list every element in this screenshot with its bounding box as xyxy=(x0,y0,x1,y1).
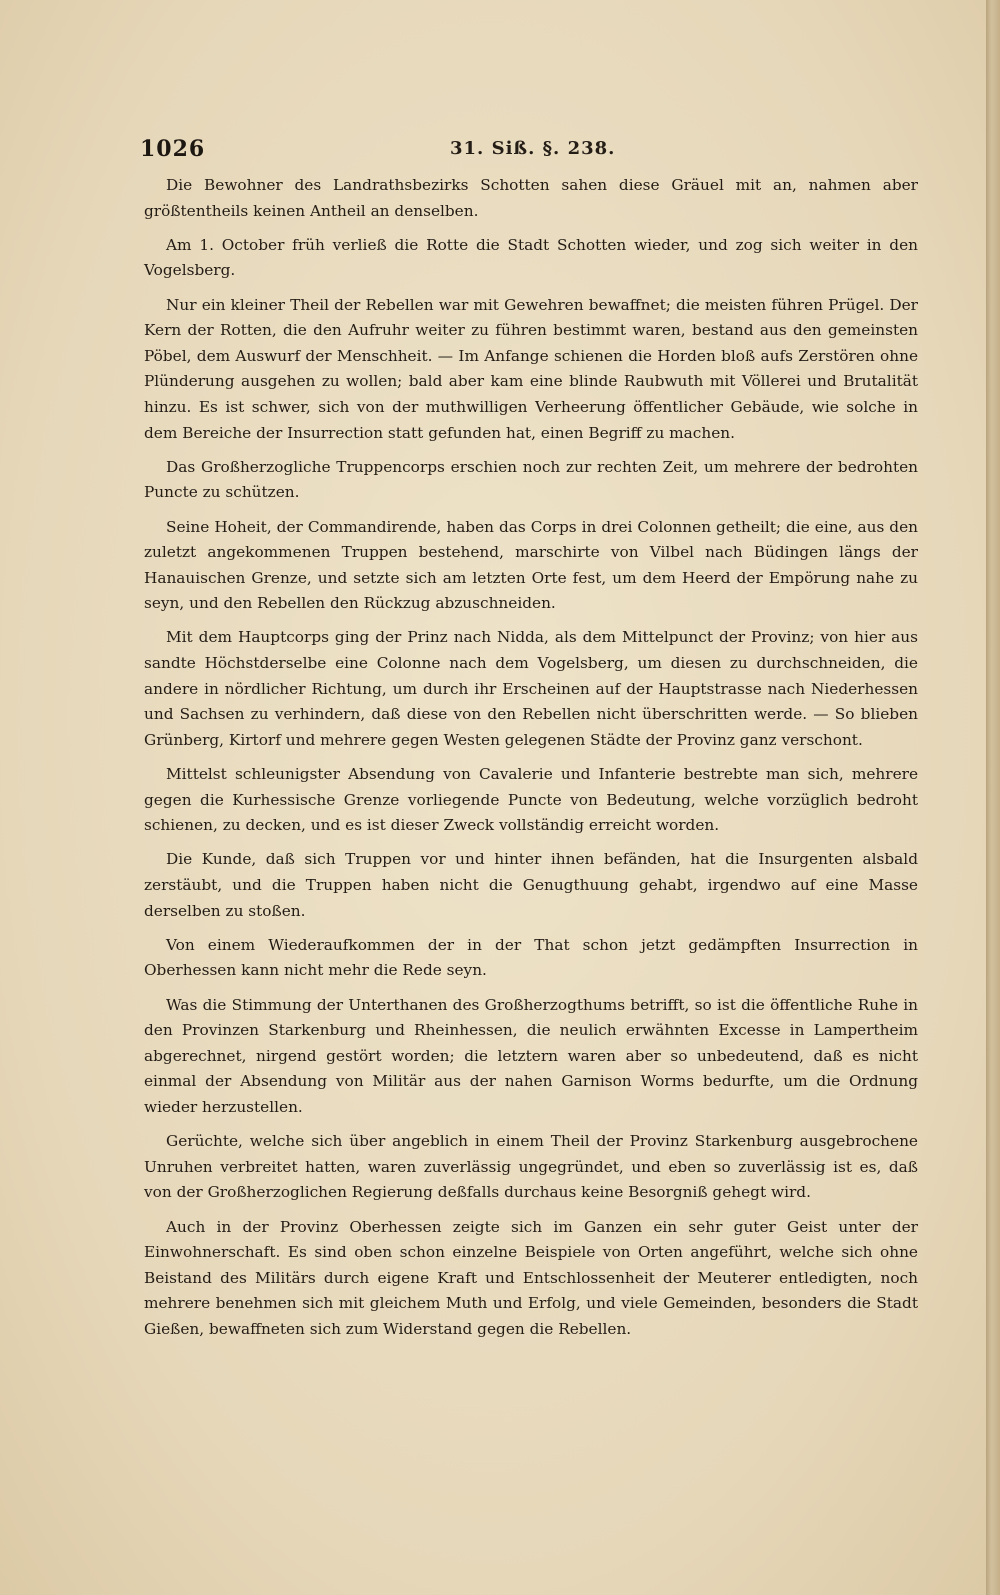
paragraph: Am 1. October früh verließ die Rotte die Stadt Schotten wieder, und zog sich weiter in den Vogelsberg. xyxy=(144,235,918,280)
body-text xyxy=(144,173,918,1351)
paragraph: Was die Stimmung der Unterthanen des Großherzogthums betrifft, so ist die öffentliche Ruhe in den Provinzen Starkenburg und Rheinhessen, die neulich erwähnten Excesse in Lampertheim abgerechnet, nirgend gestört worden; die letztern waren aber so unbedeutend, daß es nicht einmal der Absendung von Militär aus der nahen Garnison Worms bedurfte, um die Ordnung wieder herzustellen. xyxy=(144,995,918,1116)
paragraph: Seine Hoheit, der Commandirende, haben das Corps in drei Colonnen getheilt; die eine, aus den zuletzt angekommenen Truppen bestehend, marschirte von Vilbel nach Büdingen längs der Hanauischen Grenze, und setzte sich am letzten Orte fest, um dem Heerd der Empörung nahe zu seyn, und den Rebellen den Rückzug abzuschneiden. xyxy=(144,517,918,613)
paragraph: Mit dem Hauptcorps ging der Prinz nach Nidda, als dem Mittelpunct der Provinz; von hier aus sandte Höchstderselbe eine Colonne nach dem Vogelsberg, um diesen zu durchschneiden, die andere in nördlicher Richtung, um durch ihr Erscheinen auf der Hauptstrasse nach Niederhessen und Sachsen zu verhindern, daß diese von den Rebellen nicht überschritten werde. — So blieben Grünberg, Kirtorf und mehrere gegen Westen gelegenen Städte der Provinz ganz verschont. xyxy=(144,628,918,749)
page-edge xyxy=(986,0,1000,1595)
running-head: 31. Siß. §. 238. xyxy=(450,138,616,159)
page-header xyxy=(0,128,986,168)
page-number: 1026 xyxy=(140,136,206,162)
paragraph: Die Bewohner des Landrathsbezirks Schotten sahen diese Gräuel mit an, nahmen aber größtentheils keinen Antheil an denselben. xyxy=(144,176,918,220)
paragraph: Auch in der Provinz Oberhessen zeigte sich im Ganzen ein sehr guter Geist unter der Einwohnerschaft. Es sind oben schon einzelne Beispiele von Orten angeführt, welche sich ohne Beistand des Militärs durch eigene Kraft und Entschlossenheit der Meuterer entledigten, noch mehrere benehmen sich mit gleichem Muth und Erfolg, und viele Gemeinden, besonders die Stadt Gießen, bewaffneten sich zum Widerstand gegen die Rebellen. xyxy=(144,1217,918,1338)
paragraph: Von einem Wiederaufkommen der in der That schon jetzt gedämpften Insurrection in Oberhessen kann nicht mehr die Rede seyn. xyxy=(144,935,918,980)
paragraph: Mittelst schleunigster Absendung von Cavalerie und Infanterie bestrebte man sich, mehrere gegen die Kurhessische Grenze vorliegende Puncte von Bedeutung, welche vorzüglich bedroht schienen, zu decken, und es ist dieser Zweck vollständig erreicht worden. xyxy=(144,765,918,835)
paragraph: Das Großherzogliche Truppencorps erschien noch zur rechten Zeit, um mehrere der bedrohten Puncte zu schützen. xyxy=(144,457,918,502)
paragraph: Gerüchte, welche sich über angeblich in einem Theil der Provinz Starkenburg ausgebrochene Unruhen verbreitet hatten, waren zuverlässig ungegründet, und eben so zuverlässig ist es, daß von der Großherzoglichen Regierung deßfalls durchaus keine Besorgniß gehegt wird. xyxy=(144,1132,918,1202)
paragraph: Nur ein kleiner Theil der Rebellen war mit Gewehren bewaffnet; die meisten führen Prügel. Der Kern der Rotten, die den Aufruhr weiter zu führen bestimmt waren, bestand aus den gemeinsten Pöbel, dem Auswurf der Menschheit. — Im Anfange schienen die Horden bloß aufs Zerstören ohne Plünderung ausgehen zu wollen; bald aber kam eine blinde Raubwuth mit Völlerei und Brutalität hinzu. Es ist schwer, sich von der muthwilligen Verheerung öffentlicher Gebäude, wie solche in dem Bereiche der Insurrection statt gefunden hat, einen Begriff zu machen. xyxy=(144,295,918,442)
paragraph: Die Kunde, daß sich Truppen vor und hinter ihnen befänden, hat die Insurgenten alsbald zerstäubt, und die Truppen haben nicht die Genugthuung gehabt, irgendwo auf eine Masse derselben zu stoßen. xyxy=(144,850,918,920)
